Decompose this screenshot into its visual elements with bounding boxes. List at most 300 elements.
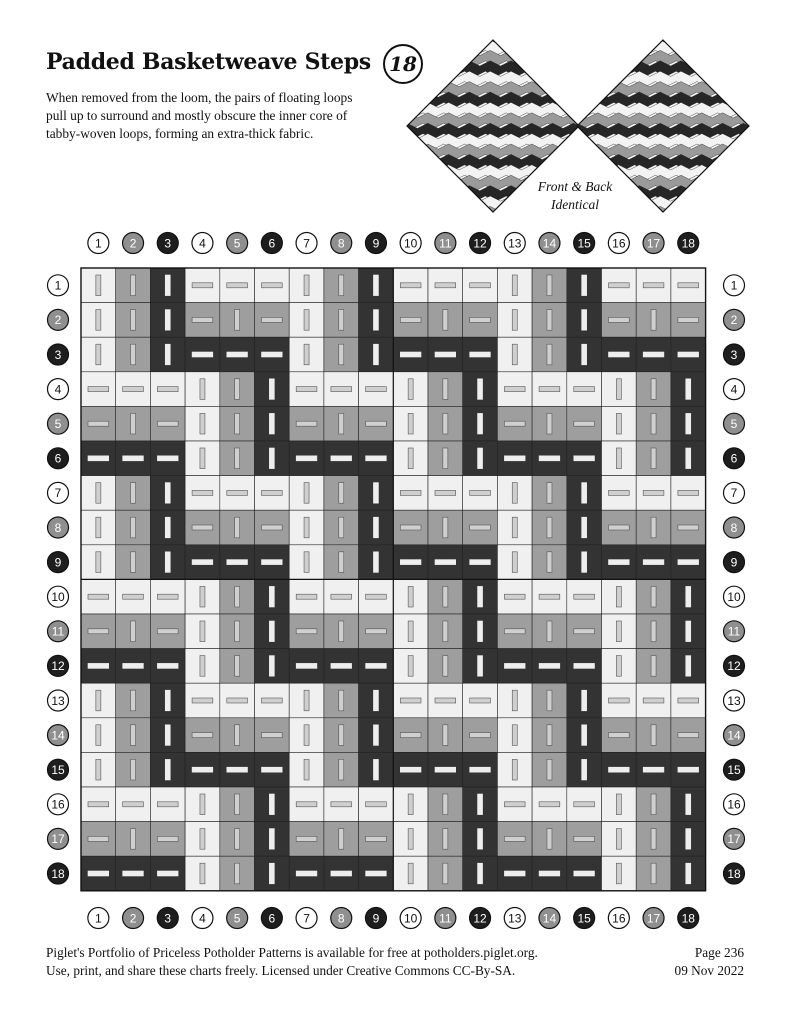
column-number-bottom	[470, 908, 491, 929]
column-number-top	[643, 233, 664, 254]
warp-loop-mark	[616, 621, 621, 642]
column-number-bottom-label: 3	[164, 911, 172, 926]
page-title: Padded Basketweave Steps	[46, 49, 371, 75]
column-number-top	[504, 233, 525, 254]
warp-loop-mark	[547, 275, 552, 296]
warp-loop-mark	[478, 379, 483, 400]
row-number-left-label: 3	[54, 347, 62, 362]
warp-loop-mark	[478, 863, 483, 884]
warp-loop-mark	[235, 621, 240, 642]
column-number-top-label: 6	[268, 236, 276, 251]
column-number-bottom-label: 15	[577, 911, 591, 926]
row-number-right-label: 7	[730, 486, 738, 501]
weft-loop-mark	[574, 802, 595, 807]
warp-loop-mark	[269, 863, 274, 884]
weft-loop-mark	[435, 698, 456, 703]
warp-loop-mark	[651, 863, 656, 884]
weft-loop-mark	[609, 767, 630, 772]
weft-loop-mark	[435, 767, 456, 772]
warp-loop-mark	[269, 829, 274, 850]
weft-loop-mark	[262, 352, 283, 357]
column-number-top	[296, 233, 317, 254]
warp-loop-mark	[339, 310, 344, 331]
warp-loop-mark	[373, 344, 378, 365]
row-number-left	[48, 517, 69, 538]
row-number-left	[48, 482, 69, 503]
weft-loop-mark	[574, 629, 595, 634]
warp-loop-mark	[443, 448, 448, 469]
warp-loop-mark	[269, 379, 274, 400]
warp-loop-mark	[651, 379, 656, 400]
column-number-bottom	[157, 908, 178, 929]
weft-loop-mark	[88, 629, 109, 634]
weft-loop-mark	[192, 490, 213, 495]
footer-notice	[46, 944, 538, 980]
weft-loop-mark	[262, 525, 283, 530]
weft-loop-mark	[192, 283, 213, 288]
weft-loop-mark	[123, 456, 144, 461]
weft-loop-mark	[504, 387, 525, 392]
warp-loop-mark	[512, 344, 517, 365]
column-number-top-label: 1	[95, 236, 102, 251]
column-number-bottom	[504, 908, 525, 929]
row-number-left	[48, 759, 69, 780]
preview-caption-line1: Front & Back	[537, 179, 613, 194]
row-number-left	[48, 379, 69, 400]
warp-loop-mark	[686, 656, 691, 677]
warp-loop-mark	[478, 621, 483, 642]
warp-loop-mark	[686, 586, 691, 607]
weft-loop-mark	[262, 317, 283, 322]
warp-loop-mark	[443, 621, 448, 642]
warp-loop-mark	[547, 690, 552, 711]
warp-loop-mark	[616, 794, 621, 815]
weft-loop-mark	[296, 456, 317, 461]
warp-loop-mark	[131, 759, 136, 780]
row-number-right-label: 18	[727, 866, 741, 881]
weft-loop-mark	[678, 733, 699, 738]
weft-loop-mark	[296, 836, 317, 841]
warp-loop-mark	[686, 863, 691, 884]
weft-loop-mark	[609, 490, 630, 495]
row-number-left	[48, 725, 69, 746]
row-number-right	[724, 413, 745, 434]
weft-loop-mark	[435, 352, 456, 357]
warp-loop-mark	[235, 829, 240, 850]
column-number-top-label: 18	[681, 236, 695, 251]
row-number-right-label: 5	[730, 417, 738, 431]
column-number-top-label: 7	[303, 236, 310, 251]
column-number-top-label: 11	[439, 236, 452, 251]
weft-loop-mark	[227, 767, 248, 772]
warp-loop-mark	[478, 656, 483, 677]
row-number-right	[724, 794, 745, 815]
row-number-left-label: 11	[51, 624, 65, 639]
weft-loop-mark	[643, 490, 664, 495]
warp-loop-mark	[443, 379, 448, 400]
weft-loop-mark	[643, 698, 664, 703]
warp-loop-mark	[269, 413, 274, 434]
weft-loop-mark	[88, 594, 109, 599]
warp-loop-mark	[131, 725, 136, 746]
weft-loop-mark	[504, 421, 525, 426]
preview-caption-line2: Identical	[551, 197, 599, 212]
weft-loop-mark	[331, 594, 352, 599]
warp-loop-mark	[235, 379, 240, 400]
weft-loop-mark	[504, 629, 525, 634]
weft-loop-mark	[192, 525, 213, 530]
warp-loop-mark	[651, 586, 656, 607]
warp-loop-mark	[547, 517, 552, 538]
warp-loop-mark	[616, 448, 621, 469]
column-number-bottom-label: 17	[646, 911, 661, 926]
row-number-left-label: 16	[51, 797, 65, 812]
row-number-left-label: 1	[54, 278, 62, 293]
weft-loop-mark	[366, 456, 387, 461]
weft-loop-mark	[504, 594, 525, 599]
warp-loop-mark	[651, 725, 656, 746]
row-number-left-label: 2	[54, 313, 62, 328]
warp-loop-mark	[339, 725, 344, 746]
warp-loop-mark	[478, 448, 483, 469]
row-number-right	[724, 690, 745, 711]
pattern-description: When removed from the loom, the pairs of floating loops pull up to surround and mostly obscure the inner core of tabby-woven loops, forming an extra-thick fabric.	[46, 90, 353, 141]
warp-loop-mark	[651, 621, 656, 642]
warp-loop-mark	[269, 586, 274, 607]
weft-loop-mark	[366, 802, 387, 807]
row-number-left	[48, 794, 69, 815]
warp-loop-mark	[443, 413, 448, 434]
column-number-top	[261, 233, 282, 254]
column-number-top	[470, 233, 491, 254]
warp-loop-mark	[96, 759, 101, 780]
warp-loop-mark	[200, 448, 205, 469]
weft-loop-mark	[296, 802, 317, 807]
warp-loop-mark	[339, 275, 344, 296]
weft-loop-mark	[296, 421, 317, 426]
weft-loop-mark	[331, 456, 352, 461]
warp-loop-mark	[304, 690, 309, 711]
row-number-left-label: 15	[51, 763, 65, 777]
column-number-top-label: 15	[577, 236, 591, 251]
warp-loop-mark	[547, 621, 552, 642]
weft-loop-mark	[400, 283, 421, 288]
warp-loop-mark	[651, 794, 656, 815]
warp-loop-mark	[443, 829, 448, 850]
warp-loop-mark	[478, 413, 483, 434]
warp-loop-mark	[131, 413, 136, 434]
weft-loop-mark	[227, 698, 248, 703]
weft-loop-mark	[366, 836, 387, 841]
column-number-bottom	[123, 908, 144, 929]
weft-loop-mark	[123, 663, 144, 668]
warp-loop-mark	[235, 413, 240, 434]
weft-loop-mark	[643, 560, 664, 565]
warp-loop-mark	[235, 863, 240, 884]
warp-loop-mark	[235, 725, 240, 746]
warp-loop-mark	[443, 310, 448, 331]
weft-loop-mark	[88, 836, 109, 841]
column-number-bottom-label: 14	[542, 911, 557, 926]
weft-loop-mark	[331, 802, 352, 807]
row-number-right-label: 8	[730, 520, 738, 535]
column-number-bottom-label: 10	[403, 911, 418, 926]
row-number-left-label: 5	[54, 417, 62, 431]
warp-loop-mark	[96, 725, 101, 746]
warp-loop-mark	[373, 552, 378, 573]
warp-loop-mark	[96, 483, 101, 504]
weft-loop-mark	[539, 663, 560, 668]
weft-loop-mark	[157, 629, 178, 634]
weft-loop-mark	[678, 283, 699, 288]
weft-loop-mark	[157, 594, 178, 599]
warp-loop-mark	[131, 690, 136, 711]
weft-loop-mark	[262, 767, 283, 772]
column-number-bottom-label: 2	[129, 911, 137, 926]
warp-loop-mark	[339, 483, 344, 504]
weft-loop-mark	[400, 525, 421, 530]
weft-loop-mark	[88, 387, 109, 392]
warp-loop-mark	[582, 275, 587, 296]
row-number-left	[48, 552, 69, 573]
warp-loop-mark	[582, 483, 587, 504]
warp-loop-mark	[131, 621, 136, 642]
warp-loop-mark	[408, 656, 413, 677]
row-number-left	[48, 344, 69, 365]
weft-loop-mark	[678, 767, 699, 772]
warp-loop-mark	[373, 725, 378, 746]
row-number-left-label: 14	[51, 728, 65, 743]
weft-loop-mark	[470, 490, 491, 495]
weft-loop-mark	[366, 663, 387, 668]
weft-loop-mark	[470, 767, 491, 772]
weft-loop-mark	[400, 767, 421, 772]
warp-loop-mark	[373, 310, 378, 331]
weft-loop-mark	[296, 629, 317, 634]
row-number-right-label: 11	[727, 624, 741, 639]
weft-loop-mark	[227, 560, 248, 565]
row-number-right-label: 10	[727, 590, 741, 604]
weft-loop-mark	[88, 663, 109, 668]
row-number-left-label: 4	[54, 382, 62, 397]
warp-loop-mark	[269, 448, 274, 469]
column-number-bottom-label: 11	[439, 911, 452, 926]
warp-loop-mark	[373, 483, 378, 504]
weft-loop-mark	[331, 871, 352, 876]
warp-loop-mark	[131, 483, 136, 504]
weft-loop-mark	[88, 456, 109, 461]
row-number-right	[724, 759, 745, 780]
column-number-top-label: 3	[164, 236, 172, 251]
row-number-right	[724, 482, 745, 503]
column-number-bottom-label: 5	[233, 911, 241, 926]
weft-loop-mark	[609, 283, 630, 288]
warp-loop-mark	[547, 725, 552, 746]
warp-loop-mark	[339, 690, 344, 711]
weft-loop-mark	[366, 387, 387, 392]
row-number-right-label: 2	[730, 313, 738, 328]
row-number-left	[48, 690, 69, 711]
weft-loop-mark	[504, 871, 525, 876]
row-number-right	[724, 863, 745, 884]
weft-loop-mark	[539, 802, 560, 807]
warp-loop-mark	[200, 586, 205, 607]
weft-loop-mark	[574, 387, 595, 392]
row-number-right-label: 3	[730, 347, 738, 362]
weft-loop-mark	[643, 352, 664, 357]
weft-loop-mark	[470, 733, 491, 738]
column-number-top-label: 2	[129, 236, 137, 251]
weft-loop-mark	[574, 594, 595, 599]
weft-loop-mark	[123, 802, 144, 807]
weft-loop-mark	[609, 317, 630, 322]
warp-loop-mark	[512, 725, 517, 746]
row-number-left	[48, 413, 69, 434]
weft-loop-mark	[296, 663, 317, 668]
weft-loop-mark	[470, 352, 491, 357]
weft-loop-mark	[192, 317, 213, 322]
weft-loop-mark	[539, 871, 560, 876]
weft-loop-mark	[157, 456, 178, 461]
column-number-bottom-label: 12	[473, 911, 487, 926]
warp-loop-mark	[582, 517, 587, 538]
warp-loop-mark	[686, 413, 691, 434]
warp-loop-mark	[339, 759, 344, 780]
warp-loop-mark	[131, 344, 136, 365]
row-number-left-label: 8	[54, 520, 62, 535]
warp-loop-mark	[165, 725, 170, 746]
column-number-bottom	[365, 908, 386, 929]
weft-loop-mark	[192, 767, 213, 772]
column-number-bottom	[400, 908, 421, 929]
column-number-bottom	[678, 908, 699, 929]
weft-loop-mark	[192, 560, 213, 565]
weft-loop-mark	[574, 663, 595, 668]
warp-loop-mark	[443, 656, 448, 677]
warp-loop-mark	[582, 725, 587, 746]
column-number-top-label: 13	[508, 236, 522, 251]
row-number-right	[724, 309, 745, 330]
warp-loop-mark	[686, 448, 691, 469]
column-number-top	[192, 233, 213, 254]
weft-loop-mark	[366, 594, 387, 599]
warp-loop-mark	[582, 310, 587, 331]
warp-loop-mark	[373, 690, 378, 711]
weft-loop-mark	[192, 733, 213, 738]
weft-loop-mark	[157, 387, 178, 392]
warp-loop-mark	[547, 829, 552, 850]
row-number-right	[724, 828, 745, 849]
column-number-bottom-label: 8	[337, 911, 345, 926]
weft-loop-mark	[262, 733, 283, 738]
warp-loop-mark	[512, 310, 517, 331]
row-number-left-label: 13	[51, 693, 65, 708]
warp-loop-mark	[616, 413, 621, 434]
row-number-right	[724, 655, 745, 676]
row-number-right	[724, 552, 745, 573]
weft-loop-mark	[504, 456, 525, 461]
warp-loop-mark	[165, 483, 170, 504]
warp-loop-mark	[582, 344, 587, 365]
warp-loop-mark	[616, 379, 621, 400]
warp-loop-mark	[131, 552, 136, 573]
row-number-left-label: 10	[51, 590, 65, 604]
warp-loop-mark	[651, 310, 656, 331]
warp-loop-mark	[443, 725, 448, 746]
page-number: Page 236	[694, 945, 744, 960]
column-number-top	[678, 233, 699, 254]
weft-loop-mark	[227, 352, 248, 357]
warp-loop-mark	[547, 483, 552, 504]
weft-loop-mark	[157, 836, 178, 841]
weft-loop-mark	[366, 871, 387, 876]
weft-loop-mark	[88, 871, 109, 876]
weft-loop-mark	[574, 456, 595, 461]
column-number-top-label: 17	[646, 236, 661, 251]
warp-loop-mark	[269, 794, 274, 815]
warp-loop-mark	[200, 413, 205, 434]
warp-loop-mark	[304, 344, 309, 365]
warp-loop-mark	[512, 275, 517, 296]
warp-loop-mark	[686, 379, 691, 400]
warp-loop-mark	[96, 552, 101, 573]
column-number-top	[400, 233, 421, 254]
column-number-top	[574, 233, 595, 254]
column-number-top	[88, 233, 109, 254]
row-number-right-label: 14	[727, 728, 741, 743]
warp-loop-mark	[200, 656, 205, 677]
warp-loop-mark	[165, 690, 170, 711]
warp-loop-mark	[512, 552, 517, 573]
warp-loop-mark	[235, 310, 240, 331]
column-number-bottom-label: 7	[303, 911, 310, 926]
weft-loop-mark	[678, 317, 699, 322]
warp-loop-mark	[165, 759, 170, 780]
warp-loop-mark	[512, 690, 517, 711]
column-number-bottom-label: 9	[372, 911, 380, 926]
weft-loop-mark	[609, 560, 630, 565]
weft-loop-mark	[366, 629, 387, 634]
warp-loop-mark	[373, 759, 378, 780]
row-number-left-label: 18	[51, 866, 65, 881]
column-number-top-label: 8	[337, 236, 345, 251]
weft-loop-mark	[400, 560, 421, 565]
row-number-right-label: 16	[727, 797, 741, 812]
warp-loop-mark	[165, 275, 170, 296]
warp-loop-mark	[373, 275, 378, 296]
column-number-top	[539, 233, 560, 254]
warp-loop-mark	[478, 586, 483, 607]
weft-loop-mark	[470, 317, 491, 322]
column-number-bottom-label: 13	[508, 911, 522, 926]
weft-loop-mark	[262, 490, 283, 495]
weft-loop-mark	[331, 663, 352, 668]
warp-loop-mark	[408, 586, 413, 607]
row-number-left	[48, 828, 69, 849]
column-number-bottom	[331, 908, 352, 929]
row-number-left	[48, 275, 69, 296]
warp-loop-mark	[616, 829, 621, 850]
column-number-top	[227, 233, 248, 254]
row-number-right	[724, 725, 745, 746]
weft-loop-mark	[435, 490, 456, 495]
warp-loop-mark	[235, 656, 240, 677]
warp-loop-mark	[304, 725, 309, 746]
weft-loop-mark	[262, 698, 283, 703]
weft-loop-mark	[609, 698, 630, 703]
warp-loop-mark	[131, 275, 136, 296]
weft-loop-mark	[296, 594, 317, 599]
